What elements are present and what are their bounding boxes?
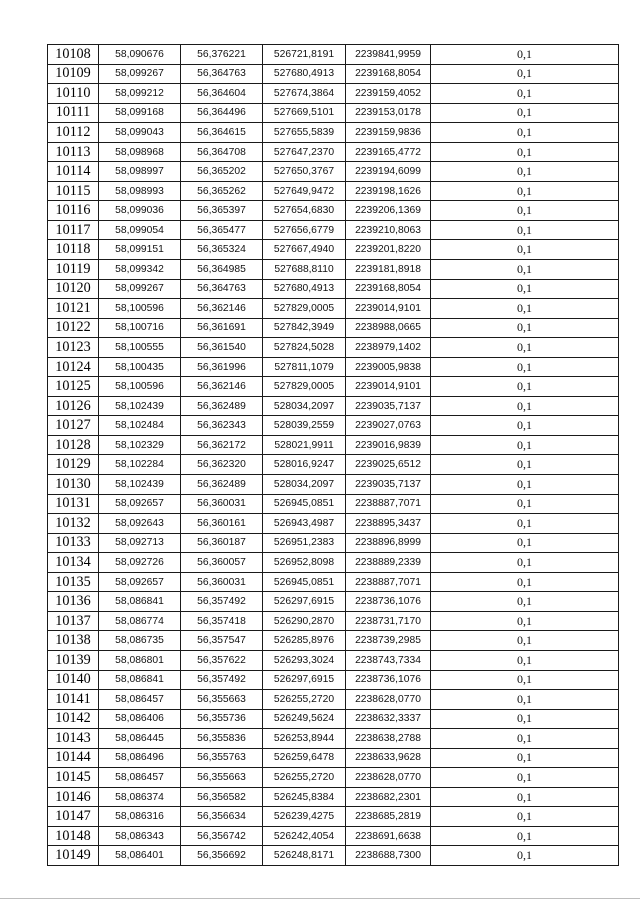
y-coordinate-cell: 2239025,6512 bbox=[346, 455, 431, 475]
longitude-cell: 56,356634 bbox=[181, 807, 263, 827]
y-coordinate-cell: 2238895,3437 bbox=[346, 514, 431, 534]
x-coordinate-cell: 527667,4940 bbox=[263, 240, 346, 260]
table-row bbox=[48, 768, 619, 788]
point-number-cell: 10145 bbox=[48, 768, 99, 788]
longitude-cell: 56,355663 bbox=[181, 768, 263, 788]
x-coordinate-cell: 526242,4054 bbox=[263, 826, 346, 846]
value-cell: 0,1 bbox=[431, 338, 619, 358]
x-coordinate-cell: 526249,5624 bbox=[263, 709, 346, 729]
latitude-cell: 58,086841 bbox=[99, 670, 181, 690]
table-row bbox=[48, 45, 619, 65]
x-coordinate-cell: 526245,8384 bbox=[263, 787, 346, 807]
longitude-cell: 56,362146 bbox=[181, 377, 263, 397]
value-cell: 0,1 bbox=[431, 611, 619, 631]
latitude-cell: 58,099054 bbox=[99, 220, 181, 240]
point-number-cell: 10129 bbox=[48, 455, 99, 475]
value-cell: 0,1 bbox=[431, 84, 619, 104]
value-cell: 0,1 bbox=[431, 123, 619, 143]
table-row bbox=[48, 103, 619, 123]
value-cell: 0,1 bbox=[431, 103, 619, 123]
value-cell: 0,1 bbox=[431, 826, 619, 846]
longitude-cell: 56,355663 bbox=[181, 690, 263, 710]
table-row bbox=[48, 611, 619, 631]
value-cell: 0,1 bbox=[431, 748, 619, 768]
y-coordinate-cell: 2239206,1369 bbox=[346, 201, 431, 221]
y-coordinate-cell: 2238887,7071 bbox=[346, 494, 431, 514]
longitude-cell: 56,357622 bbox=[181, 650, 263, 670]
point-number-cell: 10125 bbox=[48, 377, 99, 397]
y-coordinate-cell: 2239841,9959 bbox=[346, 45, 431, 65]
y-coordinate-cell: 2239014,9101 bbox=[346, 299, 431, 319]
value-cell: 0,1 bbox=[431, 709, 619, 729]
point-number-cell: 10131 bbox=[48, 494, 99, 514]
x-coordinate-cell: 527650,3767 bbox=[263, 162, 346, 182]
longitude-cell: 56,376221 bbox=[181, 45, 263, 65]
point-number-cell: 10135 bbox=[48, 572, 99, 592]
table-row bbox=[48, 181, 619, 201]
x-coordinate-cell: 527647,2370 bbox=[263, 142, 346, 162]
value-cell: 0,1 bbox=[431, 416, 619, 436]
table-row bbox=[48, 435, 619, 455]
latitude-cell: 58,092643 bbox=[99, 514, 181, 534]
x-coordinate-cell: 526239,4275 bbox=[263, 807, 346, 827]
longitude-cell: 56,360187 bbox=[181, 533, 263, 553]
point-number-cell: 10138 bbox=[48, 631, 99, 651]
value-cell: 0,1 bbox=[431, 572, 619, 592]
point-number-cell: 10113 bbox=[48, 142, 99, 162]
value-cell: 0,1 bbox=[431, 299, 619, 319]
latitude-cell: 58,086801 bbox=[99, 650, 181, 670]
value-cell: 0,1 bbox=[431, 690, 619, 710]
longitude-cell: 56,360057 bbox=[181, 553, 263, 573]
y-coordinate-cell: 2239016,9839 bbox=[346, 435, 431, 455]
value-cell: 0,1 bbox=[431, 435, 619, 455]
value-cell: 0,1 bbox=[431, 357, 619, 377]
y-coordinate-cell: 2238691,6638 bbox=[346, 826, 431, 846]
latitude-cell: 58,102284 bbox=[99, 455, 181, 475]
latitude-cell: 58,086445 bbox=[99, 729, 181, 749]
point-number-cell: 10109 bbox=[48, 64, 99, 84]
y-coordinate-cell: 2238896,8999 bbox=[346, 533, 431, 553]
longitude-cell: 56,364985 bbox=[181, 260, 263, 280]
point-number-cell: 10136 bbox=[48, 592, 99, 612]
table-row bbox=[48, 748, 619, 768]
table-row bbox=[48, 690, 619, 710]
x-coordinate-cell: 526945,0851 bbox=[263, 572, 346, 592]
latitude-cell: 58,100596 bbox=[99, 377, 181, 397]
value-cell: 0,1 bbox=[431, 181, 619, 201]
point-number-cell: 10112 bbox=[48, 123, 99, 143]
latitude-cell: 58,092726 bbox=[99, 553, 181, 573]
x-coordinate-cell: 526248,8171 bbox=[263, 846, 346, 866]
latitude-cell: 58,099342 bbox=[99, 260, 181, 280]
table-row bbox=[48, 123, 619, 143]
point-number-cell: 10127 bbox=[48, 416, 99, 436]
table-row bbox=[48, 318, 619, 338]
latitude-cell: 58,099168 bbox=[99, 103, 181, 123]
longitude-cell: 56,364763 bbox=[181, 279, 263, 299]
latitude-cell: 58,100716 bbox=[99, 318, 181, 338]
latitude-cell: 58,086316 bbox=[99, 807, 181, 827]
y-coordinate-cell: 2238633,9628 bbox=[346, 748, 431, 768]
x-coordinate-cell: 527688,8110 bbox=[263, 260, 346, 280]
table-row bbox=[48, 631, 619, 651]
latitude-cell: 58,100555 bbox=[99, 338, 181, 358]
latitude-cell: 58,102329 bbox=[99, 435, 181, 455]
longitude-cell: 56,364604 bbox=[181, 84, 263, 104]
y-coordinate-cell: 2238731,7170 bbox=[346, 611, 431, 631]
longitude-cell: 56,356582 bbox=[181, 787, 263, 807]
coordinates-table-body bbox=[48, 45, 619, 866]
value-cell: 0,1 bbox=[431, 220, 619, 240]
y-coordinate-cell: 2238889,2339 bbox=[346, 553, 431, 573]
value-cell: 0,1 bbox=[431, 494, 619, 514]
latitude-cell: 58,100596 bbox=[99, 299, 181, 319]
latitude-cell: 58,099043 bbox=[99, 123, 181, 143]
longitude-cell: 56,360031 bbox=[181, 572, 263, 592]
longitude-cell: 56,357418 bbox=[181, 611, 263, 631]
value-cell: 0,1 bbox=[431, 162, 619, 182]
x-coordinate-cell: 527680,4913 bbox=[263, 279, 346, 299]
y-coordinate-cell: 2239035,7137 bbox=[346, 396, 431, 416]
point-number-cell: 10148 bbox=[48, 826, 99, 846]
point-number-cell: 10128 bbox=[48, 435, 99, 455]
y-coordinate-cell: 2238682,2301 bbox=[346, 787, 431, 807]
table-row bbox=[48, 279, 619, 299]
x-coordinate-cell: 527649,9472 bbox=[263, 181, 346, 201]
point-number-cell: 10116 bbox=[48, 201, 99, 221]
value-cell: 0,1 bbox=[431, 670, 619, 690]
table-row bbox=[48, 475, 619, 495]
latitude-cell: 58,090676 bbox=[99, 45, 181, 65]
value-cell: 0,1 bbox=[431, 142, 619, 162]
longitude-cell: 56,362146 bbox=[181, 299, 263, 319]
point-number-cell: 10139 bbox=[48, 650, 99, 670]
longitude-cell: 56,360161 bbox=[181, 514, 263, 534]
point-number-cell: 10117 bbox=[48, 220, 99, 240]
longitude-cell: 56,365262 bbox=[181, 181, 263, 201]
longitude-cell: 56,356742 bbox=[181, 826, 263, 846]
latitude-cell: 58,098997 bbox=[99, 162, 181, 182]
value-cell: 0,1 bbox=[431, 396, 619, 416]
x-coordinate-cell: 528021,9911 bbox=[263, 435, 346, 455]
point-number-cell: 10118 bbox=[48, 240, 99, 260]
x-coordinate-cell: 526952,8098 bbox=[263, 553, 346, 573]
x-coordinate-cell: 526285,8976 bbox=[263, 631, 346, 651]
table-row bbox=[48, 455, 619, 475]
value-cell: 0,1 bbox=[431, 260, 619, 280]
table-row bbox=[48, 299, 619, 319]
latitude-cell: 58,099267 bbox=[99, 279, 181, 299]
latitude-cell: 58,098993 bbox=[99, 181, 181, 201]
table-row bbox=[48, 553, 619, 573]
y-coordinate-cell: 2238688,7300 bbox=[346, 846, 431, 866]
latitude-cell: 58,102439 bbox=[99, 396, 181, 416]
y-coordinate-cell: 2239159,4052 bbox=[346, 84, 431, 104]
x-coordinate-cell: 527680,4913 bbox=[263, 64, 346, 84]
x-coordinate-cell: 528034,2097 bbox=[263, 396, 346, 416]
value-cell: 0,1 bbox=[431, 475, 619, 495]
table-row bbox=[48, 533, 619, 553]
point-number-cell: 10123 bbox=[48, 338, 99, 358]
point-number-cell: 10146 bbox=[48, 787, 99, 807]
value-cell: 0,1 bbox=[431, 592, 619, 612]
latitude-cell: 58,099036 bbox=[99, 201, 181, 221]
y-coordinate-cell: 2239201,8220 bbox=[346, 240, 431, 260]
point-number-cell: 10120 bbox=[48, 279, 99, 299]
value-cell: 0,1 bbox=[431, 846, 619, 866]
latitude-cell: 58,100435 bbox=[99, 357, 181, 377]
value-cell: 0,1 bbox=[431, 807, 619, 827]
table-row bbox=[48, 64, 619, 84]
y-coordinate-cell: 2239165,4772 bbox=[346, 142, 431, 162]
x-coordinate-cell: 526255,2720 bbox=[263, 690, 346, 710]
longitude-cell: 56,365202 bbox=[181, 162, 263, 182]
x-coordinate-cell: 526259,6478 bbox=[263, 748, 346, 768]
table-row bbox=[48, 142, 619, 162]
longitude-cell: 56,362172 bbox=[181, 435, 263, 455]
latitude-cell: 58,092713 bbox=[99, 533, 181, 553]
latitude-cell: 58,099151 bbox=[99, 240, 181, 260]
table-row bbox=[48, 846, 619, 866]
value-cell: 0,1 bbox=[431, 201, 619, 221]
table-row bbox=[48, 338, 619, 358]
point-number-cell: 10111 bbox=[48, 103, 99, 123]
point-number-cell: 10144 bbox=[48, 748, 99, 768]
latitude-cell: 58,092657 bbox=[99, 572, 181, 592]
point-number-cell: 10110 bbox=[48, 84, 99, 104]
latitude-cell: 58,098968 bbox=[99, 142, 181, 162]
point-number-cell: 10114 bbox=[48, 162, 99, 182]
x-coordinate-cell: 526255,2720 bbox=[263, 768, 346, 788]
point-number-cell: 10147 bbox=[48, 807, 99, 827]
x-coordinate-cell: 527674,3864 bbox=[263, 84, 346, 104]
point-number-cell: 10130 bbox=[48, 475, 99, 495]
latitude-cell: 58,086406 bbox=[99, 709, 181, 729]
x-coordinate-cell: 526297,6915 bbox=[263, 670, 346, 690]
longitude-cell: 56,360031 bbox=[181, 494, 263, 514]
x-coordinate-cell: 527655,5839 bbox=[263, 123, 346, 143]
latitude-cell: 58,086457 bbox=[99, 690, 181, 710]
point-number-cell: 10119 bbox=[48, 260, 99, 280]
y-coordinate-cell: 2238743,7334 bbox=[346, 650, 431, 670]
table-row bbox=[48, 514, 619, 534]
value-cell: 0,1 bbox=[431, 377, 619, 397]
longitude-cell: 56,362489 bbox=[181, 396, 263, 416]
table-row bbox=[48, 572, 619, 592]
value-cell: 0,1 bbox=[431, 318, 619, 338]
table-row bbox=[48, 787, 619, 807]
y-coordinate-cell: 2238628,0770 bbox=[346, 768, 431, 788]
point-number-cell: 10133 bbox=[48, 533, 99, 553]
latitude-cell: 58,086735 bbox=[99, 631, 181, 651]
table-row bbox=[48, 709, 619, 729]
table-row bbox=[48, 220, 619, 240]
table-row bbox=[48, 416, 619, 436]
longitude-cell: 56,361540 bbox=[181, 338, 263, 358]
value-cell: 0,1 bbox=[431, 64, 619, 84]
latitude-cell: 58,099267 bbox=[99, 64, 181, 84]
value-cell: 0,1 bbox=[431, 533, 619, 553]
x-coordinate-cell: 526297,6915 bbox=[263, 592, 346, 612]
coordinates-table bbox=[47, 44, 619, 866]
x-coordinate-cell: 526951,2383 bbox=[263, 533, 346, 553]
point-number-cell: 10115 bbox=[48, 181, 99, 201]
point-number-cell: 10132 bbox=[48, 514, 99, 534]
y-coordinate-cell: 2239159,9836 bbox=[346, 123, 431, 143]
y-coordinate-cell: 2238632,3337 bbox=[346, 709, 431, 729]
x-coordinate-cell: 526293,3024 bbox=[263, 650, 346, 670]
longitude-cell: 56,362320 bbox=[181, 455, 263, 475]
table-row bbox=[48, 494, 619, 514]
table-row bbox=[48, 670, 619, 690]
point-number-cell: 10149 bbox=[48, 846, 99, 866]
y-coordinate-cell: 2239210,8063 bbox=[346, 220, 431, 240]
latitude-cell: 58,086343 bbox=[99, 826, 181, 846]
longitude-cell: 56,365477 bbox=[181, 220, 263, 240]
x-coordinate-cell: 526721,8191 bbox=[263, 45, 346, 65]
point-number-cell: 10140 bbox=[48, 670, 99, 690]
point-number-cell: 10122 bbox=[48, 318, 99, 338]
y-coordinate-cell: 2238736,1076 bbox=[346, 592, 431, 612]
longitude-cell: 56,362489 bbox=[181, 475, 263, 495]
x-coordinate-cell: 528016,9247 bbox=[263, 455, 346, 475]
value-cell: 0,1 bbox=[431, 553, 619, 573]
point-number-cell: 10108 bbox=[48, 45, 99, 65]
x-coordinate-cell: 528039,2559 bbox=[263, 416, 346, 436]
table-row bbox=[48, 592, 619, 612]
point-number-cell: 10137 bbox=[48, 611, 99, 631]
latitude-cell: 58,086457 bbox=[99, 768, 181, 788]
y-coordinate-cell: 2238979,1402 bbox=[346, 338, 431, 358]
x-coordinate-cell: 527829,0005 bbox=[263, 299, 346, 319]
longitude-cell: 56,355763 bbox=[181, 748, 263, 768]
point-number-cell: 10126 bbox=[48, 396, 99, 416]
longitude-cell: 56,362343 bbox=[181, 416, 263, 436]
x-coordinate-cell: 527656,6779 bbox=[263, 220, 346, 240]
latitude-cell: 58,086374 bbox=[99, 787, 181, 807]
x-coordinate-cell: 527669,5101 bbox=[263, 103, 346, 123]
longitude-cell: 56,364615 bbox=[181, 123, 263, 143]
value-cell: 0,1 bbox=[431, 729, 619, 749]
x-coordinate-cell: 527811,1079 bbox=[263, 357, 346, 377]
point-number-cell: 10142 bbox=[48, 709, 99, 729]
latitude-cell: 58,086496 bbox=[99, 748, 181, 768]
y-coordinate-cell: 2238988,0665 bbox=[346, 318, 431, 338]
y-coordinate-cell: 2238887,7071 bbox=[346, 572, 431, 592]
table-row bbox=[48, 650, 619, 670]
point-number-cell: 10141 bbox=[48, 690, 99, 710]
table-row bbox=[48, 729, 619, 749]
latitude-cell: 58,099212 bbox=[99, 84, 181, 104]
longitude-cell: 56,364763 bbox=[181, 64, 263, 84]
point-number-cell: 10121 bbox=[48, 299, 99, 319]
latitude-cell: 58,102439 bbox=[99, 475, 181, 495]
value-cell: 0,1 bbox=[431, 240, 619, 260]
y-coordinate-cell: 2239181,8918 bbox=[346, 260, 431, 280]
table-row bbox=[48, 260, 619, 280]
point-number-cell: 10134 bbox=[48, 553, 99, 573]
longitude-cell: 56,356692 bbox=[181, 846, 263, 866]
x-coordinate-cell: 527824,5028 bbox=[263, 338, 346, 358]
point-number-cell: 10124 bbox=[48, 357, 99, 377]
longitude-cell: 56,355836 bbox=[181, 729, 263, 749]
longitude-cell: 56,357492 bbox=[181, 670, 263, 690]
latitude-cell: 58,086774 bbox=[99, 611, 181, 631]
longitude-cell: 56,361996 bbox=[181, 357, 263, 377]
latitude-cell: 58,092657 bbox=[99, 494, 181, 514]
x-coordinate-cell: 527842,3949 bbox=[263, 318, 346, 338]
value-cell: 0,1 bbox=[431, 514, 619, 534]
table-row bbox=[48, 84, 619, 104]
y-coordinate-cell: 2239168,8054 bbox=[346, 279, 431, 299]
x-coordinate-cell: 527829,0005 bbox=[263, 377, 346, 397]
y-coordinate-cell: 2238736,1076 bbox=[346, 670, 431, 690]
value-cell: 0,1 bbox=[431, 279, 619, 299]
table-row bbox=[48, 201, 619, 221]
y-coordinate-cell: 2238685,2819 bbox=[346, 807, 431, 827]
latitude-cell: 58,086401 bbox=[99, 846, 181, 866]
longitude-cell: 56,364708 bbox=[181, 142, 263, 162]
y-coordinate-cell: 2239035,7137 bbox=[346, 475, 431, 495]
longitude-cell: 56,357547 bbox=[181, 631, 263, 651]
x-coordinate-cell: 526945,0851 bbox=[263, 494, 346, 514]
value-cell: 0,1 bbox=[431, 455, 619, 475]
longitude-cell: 56,365324 bbox=[181, 240, 263, 260]
value-cell: 0,1 bbox=[431, 631, 619, 651]
table-row bbox=[48, 377, 619, 397]
value-cell: 0,1 bbox=[431, 787, 619, 807]
x-coordinate-cell: 527654,6830 bbox=[263, 201, 346, 221]
y-coordinate-cell: 2239153,0178 bbox=[346, 103, 431, 123]
x-coordinate-cell: 528034,2097 bbox=[263, 475, 346, 495]
y-coordinate-cell: 2239198,1626 bbox=[346, 181, 431, 201]
latitude-cell: 58,102484 bbox=[99, 416, 181, 436]
latitude-cell: 58,086841 bbox=[99, 592, 181, 612]
y-coordinate-cell: 2239027,0763 bbox=[346, 416, 431, 436]
table-row bbox=[48, 396, 619, 416]
value-cell: 0,1 bbox=[431, 45, 619, 65]
longitude-cell: 56,357492 bbox=[181, 592, 263, 612]
y-coordinate-cell: 2239005,9838 bbox=[346, 357, 431, 377]
table-row bbox=[48, 357, 619, 377]
page-bottom-edge bbox=[0, 898, 640, 899]
table-row bbox=[48, 162, 619, 182]
table-row bbox=[48, 807, 619, 827]
y-coordinate-cell: 2238638,2788 bbox=[346, 729, 431, 749]
longitude-cell: 56,355736 bbox=[181, 709, 263, 729]
longitude-cell: 56,361691 bbox=[181, 318, 263, 338]
table-row bbox=[48, 826, 619, 846]
x-coordinate-cell: 526253,8944 bbox=[263, 729, 346, 749]
value-cell: 0,1 bbox=[431, 650, 619, 670]
x-coordinate-cell: 526290,2870 bbox=[263, 611, 346, 631]
y-coordinate-cell: 2238739,2985 bbox=[346, 631, 431, 651]
y-coordinate-cell: 2239014,9101 bbox=[346, 377, 431, 397]
value-cell: 0,1 bbox=[431, 768, 619, 788]
longitude-cell: 56,364496 bbox=[181, 103, 263, 123]
longitude-cell: 56,365397 bbox=[181, 201, 263, 221]
y-coordinate-cell: 2239194,6099 bbox=[346, 162, 431, 182]
y-coordinate-cell: 2238628,0770 bbox=[346, 690, 431, 710]
point-number-cell: 10143 bbox=[48, 729, 99, 749]
x-coordinate-cell: 526943,4987 bbox=[263, 514, 346, 534]
table-row bbox=[48, 240, 619, 260]
y-coordinate-cell: 2239168,8054 bbox=[346, 64, 431, 84]
